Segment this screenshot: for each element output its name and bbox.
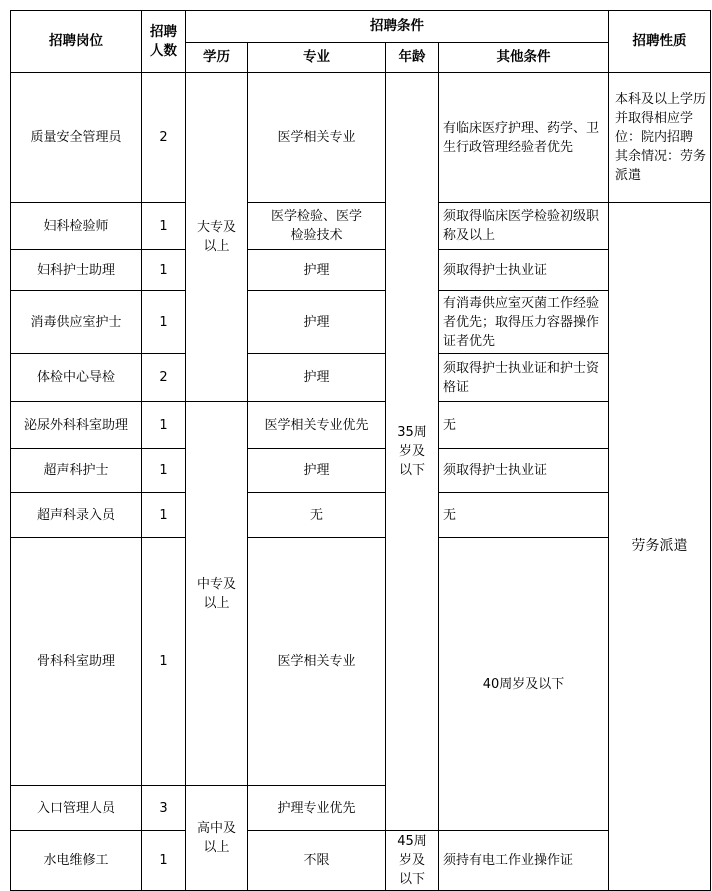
- row-count: 1: [142, 402, 186, 449]
- row-position: 妇科检验师: [11, 203, 142, 250]
- row-major: 医学相关专业: [248, 538, 386, 786]
- table-row: [11, 449, 711, 493]
- row-count: 2: [142, 354, 186, 402]
- table-row: [11, 250, 711, 291]
- row-other: 无: [439, 493, 609, 538]
- row-position: 体检中心导检: [11, 354, 142, 402]
- row-other: 有临床医疗护理、药学、卫生行政管理经验者优先: [439, 73, 609, 203]
- nature-group: 劳务派遣: [609, 203, 711, 891]
- row-count: 1: [142, 449, 186, 493]
- row-position: 骨科科室助理: [11, 538, 142, 786]
- row-position: 超声科护士: [11, 449, 142, 493]
- row-other: 须取得临床医学检验初级职称及以上: [439, 203, 609, 250]
- row-other: 须取得护士执业证: [439, 250, 609, 291]
- row-other: 无: [439, 402, 609, 449]
- row-other: 须持有电工作业操作证: [439, 831, 609, 891]
- header-position: 招聘岗位: [11, 11, 142, 73]
- header-count: 招聘人数: [142, 11, 186, 73]
- row-count: 1: [142, 203, 186, 250]
- row-major: 医学相关专业: [248, 73, 386, 203]
- row-count: 2: [142, 73, 186, 203]
- row-major: 医学相关专业优先: [248, 402, 386, 449]
- row-position: 质量安全管理员: [11, 73, 142, 203]
- row-major: 无: [248, 493, 386, 538]
- table-row: [11, 831, 711, 891]
- row-major: 不限: [248, 831, 386, 891]
- age-group: 35周岁及以下: [386, 73, 439, 831]
- row-other: 须取得护士执业证和护士资格证: [439, 354, 609, 402]
- row-count: 3: [142, 786, 186, 831]
- education-group: 高中及以上: [186, 786, 248, 891]
- row-major: 医学检验、医学检验技术: [248, 203, 386, 250]
- row-position: 妇科护士助理: [11, 250, 142, 291]
- row-major: 护理: [248, 250, 386, 291]
- age-group: 40周岁及以下: [439, 538, 609, 831]
- header-age: 年龄: [386, 43, 439, 73]
- row-position: 超声科录入员: [11, 493, 142, 538]
- table-row: [11, 291, 711, 354]
- header-other: 其他条件: [439, 43, 609, 73]
- age-group: 45周岁及以下: [386, 831, 439, 891]
- table-row: [11, 402, 711, 449]
- row-position: 水电维修工: [11, 831, 142, 891]
- row-count: 1: [142, 291, 186, 354]
- table-row: [11, 493, 711, 538]
- header-nature: 招聘性质: [609, 11, 711, 73]
- education-group: 中专及以上: [186, 402, 248, 786]
- row-major: 护理: [248, 449, 386, 493]
- row-major: 护理专业优先: [248, 786, 386, 831]
- row-major: 护理: [248, 291, 386, 354]
- row-count: 1: [142, 493, 186, 538]
- header-education: 学历: [186, 43, 248, 73]
- row-count: 1: [142, 538, 186, 786]
- education-group: 大专及以上: [186, 73, 248, 402]
- row-other: 有消毒供应室灭菌工作经验者优先；取得压力容器操作证者优先: [439, 291, 609, 354]
- recruitment-table: [10, 10, 711, 891]
- row-count: 1: [142, 831, 186, 891]
- table-row: [11, 538, 711, 786]
- table-row: [11, 73, 711, 203]
- nature-group: 本科及以上学历并取得相应学位：院内招聘 其余情况：劳务派遣: [609, 73, 711, 203]
- table-row: [11, 354, 711, 402]
- header-major: 专业: [248, 43, 386, 73]
- row-other: 须取得护士执业证: [439, 449, 609, 493]
- header-conditions: 招聘条件: [186, 11, 609, 43]
- table-row: [11, 203, 711, 250]
- row-major: 护理: [248, 354, 386, 402]
- row-count: 1: [142, 250, 186, 291]
- row-position: 消毒供应室护士: [11, 291, 142, 354]
- row-position: 入口管理人员: [11, 786, 142, 831]
- row-position: 泌尿外科科室助理: [11, 402, 142, 449]
